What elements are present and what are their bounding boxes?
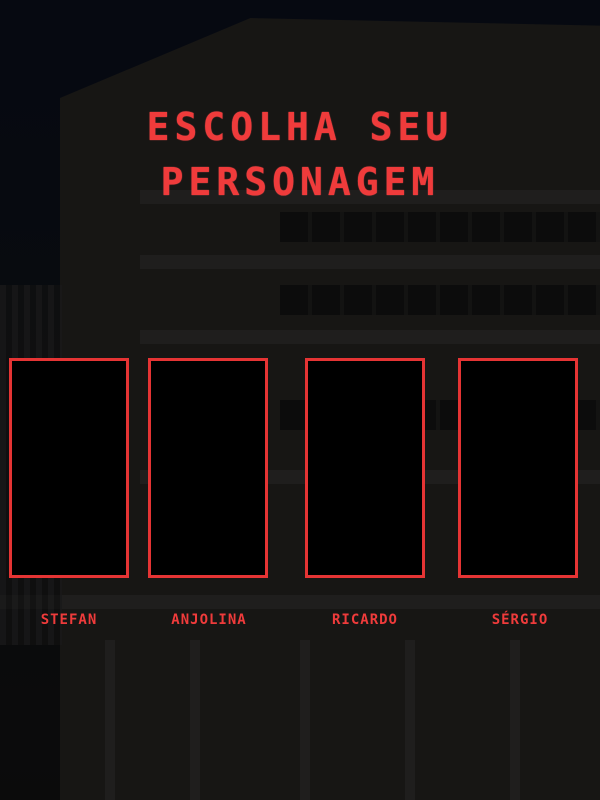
character-card-sergio[interactable] xyxy=(458,358,578,578)
character-name-ricardo[interactable]: RICARDO xyxy=(331,612,398,628)
character-card-anjolina[interactable] xyxy=(148,358,268,578)
character-card-stefan[interactable] xyxy=(9,358,129,578)
character-name-anjolina[interactable]: ANJOLINA xyxy=(171,612,247,628)
character-name-stefan[interactable]: STEFAN xyxy=(40,612,98,628)
character-name-sergio[interactable]: SÉRGIO xyxy=(491,612,549,628)
page-title xyxy=(0,100,600,210)
character-card-ricardo[interactable] xyxy=(305,358,425,578)
title-line-1: ESCOLHA SEU xyxy=(146,105,454,149)
title-line-2: PERSONAGEM xyxy=(160,160,440,204)
